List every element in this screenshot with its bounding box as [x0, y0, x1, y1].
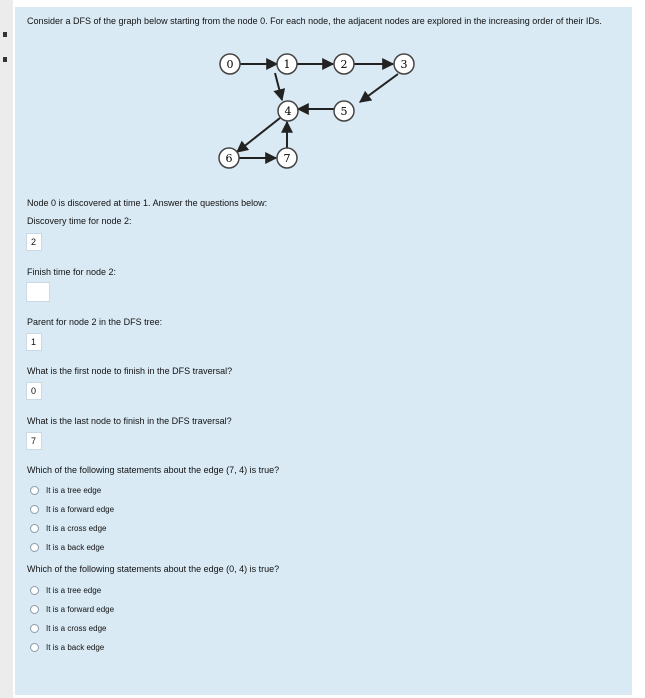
q4-answer-input[interactable]: 0 — [26, 382, 42, 400]
svg-text:4: 4 — [284, 105, 292, 118]
graph-node-1 — [277, 54, 297, 74]
svg-text:0: 0 — [226, 58, 234, 71]
svg-text:7: 7 — [283, 152, 291, 165]
dfs-graph — [15, 7, 632, 197]
edge-4-6 — [237, 118, 280, 152]
q7-option-forward-edge[interactable]: It is a forward edge — [30, 602, 114, 616]
svg-text:2: 2 — [340, 58, 348, 71]
graph-node-5 — [334, 101, 354, 121]
question-panel — [15, 7, 632, 695]
graph-node-0 — [220, 54, 240, 74]
edge-marker — [3, 57, 7, 62]
svg-text:1: 1 — [283, 58, 291, 71]
q5-label: What is the last node to finish in the DFS traversal? — [27, 416, 232, 426]
q7-option-cross-edge[interactable]: It is a cross edge — [30, 621, 106, 635]
q3-answer-input[interactable]: 1 — [26, 333, 42, 351]
q1-answer-input[interactable]: 2 — [26, 233, 42, 251]
radio-button[interactable] — [30, 524, 39, 533]
svg-text:6: 6 — [225, 152, 233, 165]
radio-button[interactable] — [30, 624, 39, 633]
radio-button[interactable] — [30, 505, 39, 514]
q7-option-tree-edge[interactable]: It is a tree edge — [30, 583, 101, 597]
graph-node-3 — [394, 54, 414, 74]
svg-text:5: 5 — [340, 105, 348, 118]
edge-3-5 — [360, 74, 398, 102]
left-edge-bar — [0, 0, 13, 698]
q2-answer-input[interactable] — [26, 282, 50, 302]
edge-1-4 — [275, 73, 282, 100]
instructions-text: Node 0 is discovered at time 1. Answer the questions below: — [27, 198, 268, 208]
radio-button[interactable] — [30, 586, 39, 595]
graph-node-7 — [277, 148, 297, 168]
q6-option-tree-edge[interactable]: It is a tree edge — [30, 483, 101, 497]
q4-label: What is the first node to finish in the DFS traversal? — [27, 366, 233, 376]
graph-node-4 — [278, 101, 298, 121]
q6-option-cross-edge[interactable]: It is a cross edge — [30, 521, 106, 535]
edge-marker — [3, 32, 7, 37]
graph-node-2 — [334, 54, 354, 74]
q6-label: Which of the following statements about the edge (7, 4) is true? — [27, 465, 280, 475]
graph-node-6 — [219, 148, 239, 168]
svg-text:3: 3 — [400, 58, 408, 71]
q3-label: Parent for node 2 in the DFS tree: — [27, 317, 163, 327]
radio-button[interactable] — [30, 543, 39, 552]
q7-option-back-edge[interactable]: It is a back edge — [30, 640, 104, 654]
q2-label: Finish time for node 2: — [27, 267, 117, 277]
radio-button[interactable] — [30, 643, 39, 652]
question-intro: Consider a DFS of the graph below starting from the node 0. For each node, the adjacent nodes are explored in the increasing order of their IDs. — [27, 16, 602, 26]
q6-option-forward-edge[interactable]: It is a forward edge — [30, 502, 114, 516]
q7-label: Which of the following statements about the edge (0, 4) is true? — [27, 564, 280, 574]
radio-button[interactable] — [30, 605, 39, 614]
q1-label: Discovery time for node 2: — [27, 216, 132, 226]
radio-button[interactable] — [30, 486, 39, 495]
q6-option-back-edge[interactable]: It is a back edge — [30, 540, 104, 554]
q5-answer-input[interactable]: 7 — [26, 432, 42, 450]
